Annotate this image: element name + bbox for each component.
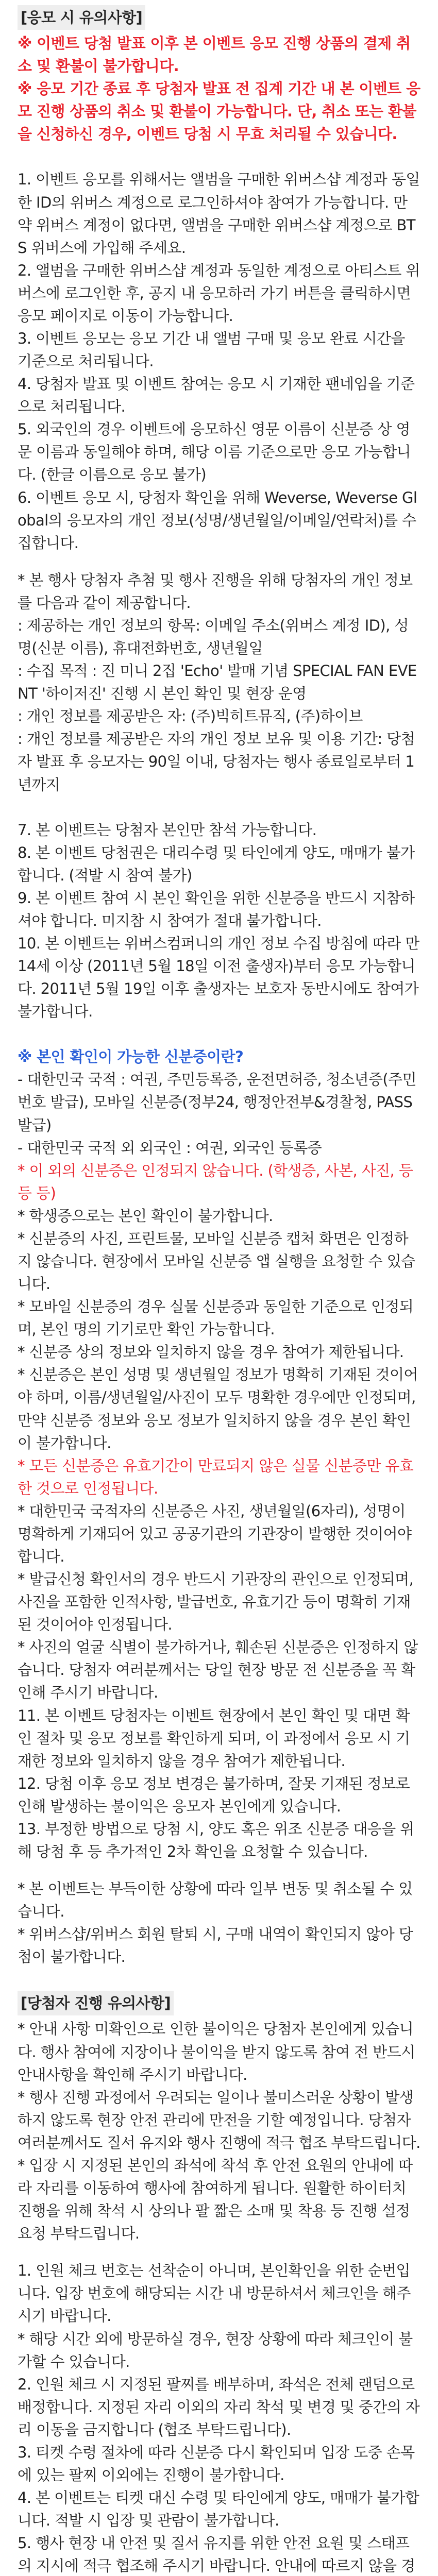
winner-rule-item: 5. 행사 현장 내 안전 및 질서 유지를 위한 안전 요원 및 스태프의 지시에 적극 협조해 주시기 바랍니다. 안내에 따르지 않을 경 <box>18 2534 415 2575</box>
cancel-notice: ※ 응모 기간 종료 후 당첨자 발표 전 집계 기간 내 본 이벤트 응모 진행 상품의 취소 및 환불이 가능합니다. 단, 취소 또는 환불을 신청하신 경우, 이벤트 당첨 시 무효 처리될 수 있습니다. <box>18 80 420 143</box>
rule-item: 8. 본 이벤트 당첨권은 대리수령 및 타인에게 양도, 매매가 불가합니다. (적발 시 참여 불가) <box>18 843 415 884</box>
privacy-paragraph: * 본 행사 당첨자 추첨 및 행사 진행을 위해 당첨자의 개인 정보를 다음과 같이 제공합니다. : 제공하는 개인 정보의 항목: 이메일 주소(위버스 계정 ID), 성명(신분 이름), 휴대전화번호, 생년월일 : 수집 목적 : 진 미니 2집 'Echo' 발매 기념 SPECIAL FAN EVENT '하이저진' 진행 시 본인 확인 및 현장 운영 : 개인 정보를 제공받은 자: (주)빅히트뮤직, (주)하이브 : 개인 정보를 제공받은 자의 개인 정보 보유 및 이용 기간: 당첨자 발표 후 응모자는 90일 이내, 당첨자는 행사 종료일로부터 1년까지 <box>18 571 417 793</box>
rule-item: 10. 본 이벤트는 위버스컴퍼니의 개인 정보 수집 방침에 따라 만14세 이상 (2011년 5월 18일 이전 출생자)부터 응모 가능합니다. 2011년 5월 19일 이후 출생자는 보호자 동반시에도 참여가 불가합니다. <box>18 934 423 1021</box>
rule-item: 1. 이벤트 응모를 위해서는 앨범을 구매한 위버스샵 계정과 동일한 ID의 위버스 계정으로 로그인하셔야 참여가 가능합니다. 만약 위버스 계정이 없다면, 앨범을 구매한 위버스샵 계정으로 BTS 위버스에 가입해 주세요. <box>18 171 420 257</box>
rule-item: 4. 당첨자 발표 및 이벤트 참여는 응모 시 기재한 팬네임을 기준으로 처리됩니다. <box>18 375 415 416</box>
id-notes-3: * 대한민국 국적자의 신분증은 사진, 생년월일(6자리), 성명이 명확하게 기재되어 있고 공공기관의 기관장이 발행한 것이어야 합니다. * 발급신청 확인서의 경우 반드시 기관장의 관인으로 인정되며, 사진을 포함한 인적사항, 발급번호, 유효기간 등이 명확히 기재된 것이어야 인정됩니다. * 사진의 얼굴 식별이 불가하거나, 훼손된 신분증은 인정하지 않습니다. 당첨자 여러분께서는 당일 현장 방문 전 신분증을 꼭 확인해 주시기 바랍니다. <box>18 1502 418 1702</box>
rule-item: 9. 본 이벤트 참여 시 본인 확인을 위한 신분증을 반드시 지참하셔야 합니다. 미지참 시 참여가 절대 불가합니다. <box>18 889 415 929</box>
winner-rule-item: 3. 티켓 수령 절차에 따라 신분증 다시 확인되며 입장 도중 손목에 있는 팔찌 이외에는 진행이 불가합니다. <box>18 2443 415 2484</box>
winner-rule-item: 4. 본 이벤트는 티켓 대신 수령 및 타인에게 양도, 매매가 불가합니다. 적발 시 입장 및 관람이 불가합니다. <box>18 2489 419 2530</box>
winner-rules-list <box>18 2259 420 2576</box>
rules-list-b <box>18 819 423 1023</box>
section-winner-notice <box>18 1991 420 2576</box>
rules-list-c <box>18 1704 420 1863</box>
id-domestic: - 대한민국 국적 : 여권, 주민등록증, 운전면허증, 청소년증(주민번호 발급), 모바일 신분증(정부24, 행정안전부&경찰청, PASS 발급) <box>18 1071 417 1134</box>
rule-item: 3. 이벤트 응모는 응모 기간 내 앨범 구매 및 응모 완료 시간을 기준으로 처리됩니다. <box>18 330 410 370</box>
id-heading: ※ 본인 확인이 가능한 신분증이란? <box>18 1048 244 1066</box>
section-title: [당첨자 진행 유의사항] <box>18 1991 174 2015</box>
rule-item: 11. 본 이벤트 당첨자는 이벤트 현장에서 본인 확인 및 대면 확인 절차 및 응모 정보를 확인하게 되며, 이 과정에서 응모 시 기재한 정보와 일치하지 않을 경우 참여가 제한됩니다. <box>18 1706 410 1770</box>
id-warning: * 이 외의 신분증은 인정되지 않습니다. (학생증, 사본, 사진, 등등 등) <box>18 1161 413 1202</box>
section-title: [응모 시 유의사항] <box>18 5 145 30</box>
rule-item: 7. 본 이벤트는 당첨자 본인만 참석 가능합니다. <box>18 821 317 839</box>
rule-item: 13. 부정한 방법으로 당첨 시, 양도 혹은 위조 신분증 대응을 위해 당첨 후 등 추가적인 2차 확인을 요청할 수 있습니다. <box>18 1820 414 1861</box>
winner-rule-item: 1. 인원 체크 번호는 선착순이 아니며, 본인확인을 위한 순번입니다. 입장 번호에 해당되는 시간 내 방문하셔서 체크인을 해주시기 바랍니다. * 해당 시간 외에 방문하실 경우, 현장 상황에 따라 체크인이 불가할 수 있습니다. <box>18 2262 413 2370</box>
rule-item: 6. 이벤트 응모 시, 당첨자 확인을 위해 Weverse, Weverse Global의 응모자의 개인 정보(성명/생년월일/이메일/연락처)를 수집합니다. <box>18 488 417 552</box>
section-entry-notice <box>18 5 423 1968</box>
rule-item: 12. 당첨 이후 응모 정보 변경은 불가하며, 잘못 기재된 정보로 인해 발생하는 불이익은 응모자 본인에게 있습니다. <box>18 1774 414 1815</box>
id-card-info <box>18 1045 420 1704</box>
rules-list-a <box>18 168 420 554</box>
refund-notice: ※ 이벤트 당첨 발표 이후 본 이벤트 응모 진행 상품의 결제 취소 및 환불이 불가합니다. <box>18 35 411 75</box>
rule-item: 5. 외국인의 경우 이벤트에 응모하신 영문 이름이 신분증 상 영문 이름과 동일해야 하며, 해당 이름 기준으로만 응모 가능합니다. (한글 이름으로 응모 불가) <box>18 420 411 484</box>
winner-intro: * 안내 사항 미확인으로 인한 불이익은 당첨자 본인에게 있습니다. 행사 참여에 지장이나 불이익을 받지 않도록 참여 전 반드시 안내사항을 확인해 주시기 바랍니다. * 행사 진행 과정에서 우려되는 일이나 불미스러운 상황이 발생하지 않도록 현장 안전 관리에 만전을 기할 예정입니다. 당첨자 여러분께서도 질서 유지와 행사 진행에 적극 협조 부탁드립니다. * 입장 시 지정된 본인의 좌석에 착석 후 안전 요원의 안내에 따라 자리를 이동하여 행사에 참여하게 됩니다. 원활한 하이터치 진행을 위해 착석 시 상의나 팔 짧은 소매 및 착용 등 진행 설정 요청 부탁드립니다. <box>18 2020 420 2243</box>
rule-item: 2. 앨범을 구매한 위버스샵 계정과 동일한 계정으로 아티스트 위버스에 로그인한 후, 공지 내 응모하러 가기 버튼을 클릭하시면 응모 페이지로 이동이 가능합니다. <box>18 261 420 325</box>
change-notes: * 본 이벤트는 부득이한 상황에 따라 일부 변동 및 취소될 수 있습니다. * 위버스샵/위버스 회원 탈퇴 시, 구매 내역이 확인되지 않아 당첨이 불가합니다. <box>18 1880 413 1966</box>
id-notes-2: * 신분증은 본인 성명 및 생년월일 정보가 명확히 기재된 것이어야 하며, 이름/생년월일/사진이 모두 명확한 경우에만 인정되며, 만약 신분증 정보와 응모 정보가 일치하지 않을 경우 본인 확인이 불가합니다. <box>18 1366 420 1452</box>
winner-rule-item: 2. 인원 체크 시 지정된 팔찌를 배부하며, 좌석은 전체 랜덤으로 배정합니다. 지정된 자리 이외의 자리 착석 및 변경 및 중간의 자리 이동을 금지합니다 (협조 부탁드립니다). <box>18 2375 420 2438</box>
id-notes: * 학생증으로는 본인 확인이 불가합니다. * 신분증의 사진, 프린트물, 모바일 신분증 캡처 화면은 인정하지 않습니다. 현장에서 모바일 신분증 앱 실행을 요청할 수 있습니다. * 모바일 신분증의 경우 실물 신분증과 동일한 기준으로 인정되며, 본인 명의 기기로만 확인 가능합니다. * 신분증 상의 정보와 일치하지 않을 경우 참여가 제한됩니다. <box>18 1207 415 1361</box>
id-foreign: - 대한민국 국적 외 외국인 : 여권, 외국인 등록증 <box>18 1139 322 1157</box>
id-warning-2: * 모든 신분증은 유효기간이 만료되지 않은 실물 신분증만 유효한 것으로 인정됩니다. <box>18 1456 414 1497</box>
